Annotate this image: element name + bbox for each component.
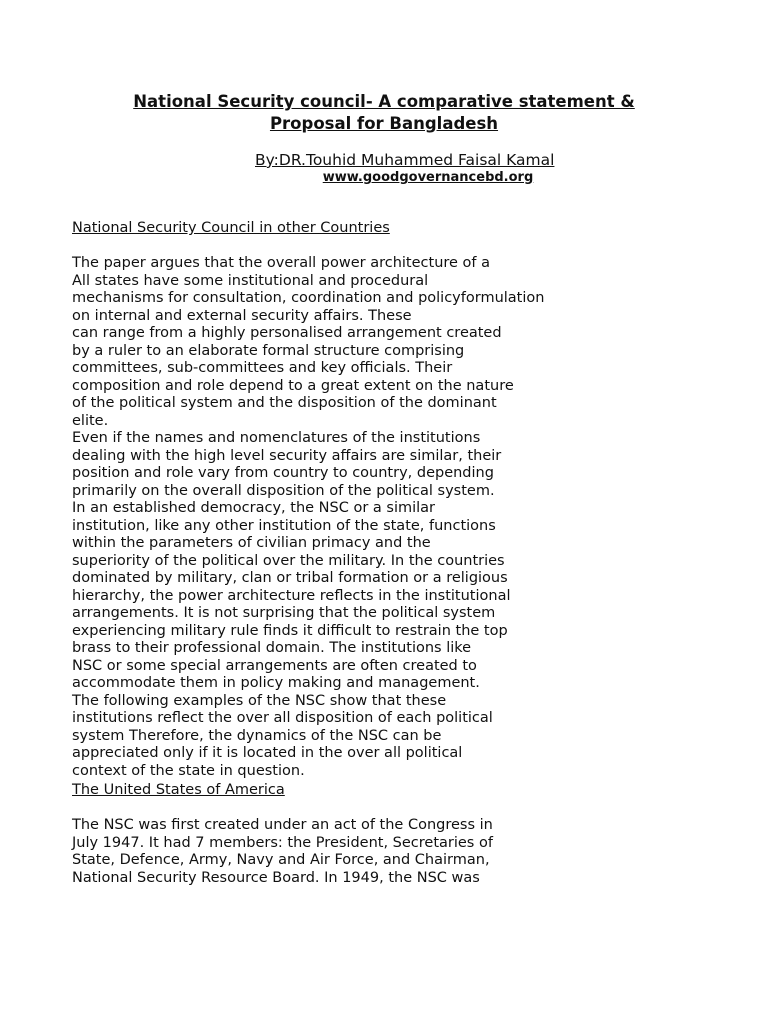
body-line: appreciated only if it is located in the over all political bbox=[72, 745, 463, 761]
section-heading-other-countries: National Security Council in other Countries bbox=[72, 220, 390, 236]
body-line: accommodate them in policy making and management. bbox=[72, 675, 480, 691]
body-line: experiencing military rule finds it difficult to restrain the top bbox=[72, 622, 508, 639]
body-line: The paper argues that the overall power architecture of a bbox=[72, 255, 491, 271]
website-link[interactable]: www.goodgovernancebd.org bbox=[322, 170, 534, 185]
section-body-other-countries bbox=[72, 255, 712, 780]
body-line: can range from a highly personalised arrangement created bbox=[72, 325, 502, 341]
body-line: In an established democracy, the NSC or a similar bbox=[72, 500, 435, 516]
body-line: position and role vary from country to country, depending bbox=[72, 465, 494, 481]
body-line: brass to their professional domain. The institutions like bbox=[72, 640, 472, 656]
body-line: hierarchy, the power architecture reflects in the institutional bbox=[72, 587, 511, 604]
section-body-usa bbox=[72, 817, 712, 887]
body-line: on internal and external security affairs. These bbox=[72, 307, 412, 324]
body-line: dealing with the high level security affairs are similar, their bbox=[72, 447, 502, 464]
body-line: NSC or some special arrangements are often created to bbox=[72, 657, 477, 674]
body-line: July 1947. It had 7 members: the President, Secretaries of bbox=[72, 834, 493, 851]
body-line: by a ruler to an elaborate formal structure comprising bbox=[72, 342, 465, 359]
body-line: superiority of the political over the military. In the countries bbox=[72, 552, 505, 569]
body-line: arrangements. It is not surprising that the political system bbox=[72, 605, 496, 621]
body-line: of the political system and the disposition of the dominant bbox=[72, 395, 497, 411]
body-line: composition and role depend to a great extent on the nature bbox=[72, 377, 514, 394]
author-byline: By:DR.Touhid Muhammed Faisal Kamal bbox=[255, 151, 555, 169]
body-line: system Therefore, the dynamics of the NSC can be bbox=[72, 727, 442, 744]
document-title-line-2: Proposal for Bangladesh bbox=[269, 114, 499, 133]
body-line: State, Defence, Army, Navy and Air Force, and Chairman, bbox=[72, 852, 490, 868]
body-line: elite. bbox=[72, 412, 109, 429]
body-line: committees, sub-committees and key officials. Their bbox=[72, 360, 453, 376]
body-line: Even if the names and nomenclatures of the institutions bbox=[72, 430, 481, 446]
body-line: institutions reflect the over all disposition of each political bbox=[72, 710, 493, 726]
body-line: within the parameters of civilian primacy and the bbox=[72, 535, 431, 551]
body-line: dominated by military, clan or tribal formation or a religious bbox=[72, 570, 508, 586]
body-line: primarily on the overall disposition of the political system. bbox=[72, 482, 495, 499]
body-line: The following examples of the NSC show that these bbox=[72, 692, 447, 709]
document-title-line-1: National Security council- A comparative statement & bbox=[133, 92, 635, 111]
body-line: The NSC was first created under an act of the Congress in bbox=[72, 817, 493, 833]
body-line: All states have some institutional and procedural bbox=[72, 272, 429, 289]
body-line: context of the state in question. bbox=[72, 762, 305, 779]
body-line: mechanisms for consultation, coordination and policyformulation bbox=[72, 290, 545, 306]
body-line: institution, like any other institution of the state, functions bbox=[72, 517, 496, 534]
section-heading-usa: The United States of America bbox=[72, 782, 285, 798]
body-line: National Security Resource Board. In 1949, the NSC was bbox=[72, 869, 480, 886]
